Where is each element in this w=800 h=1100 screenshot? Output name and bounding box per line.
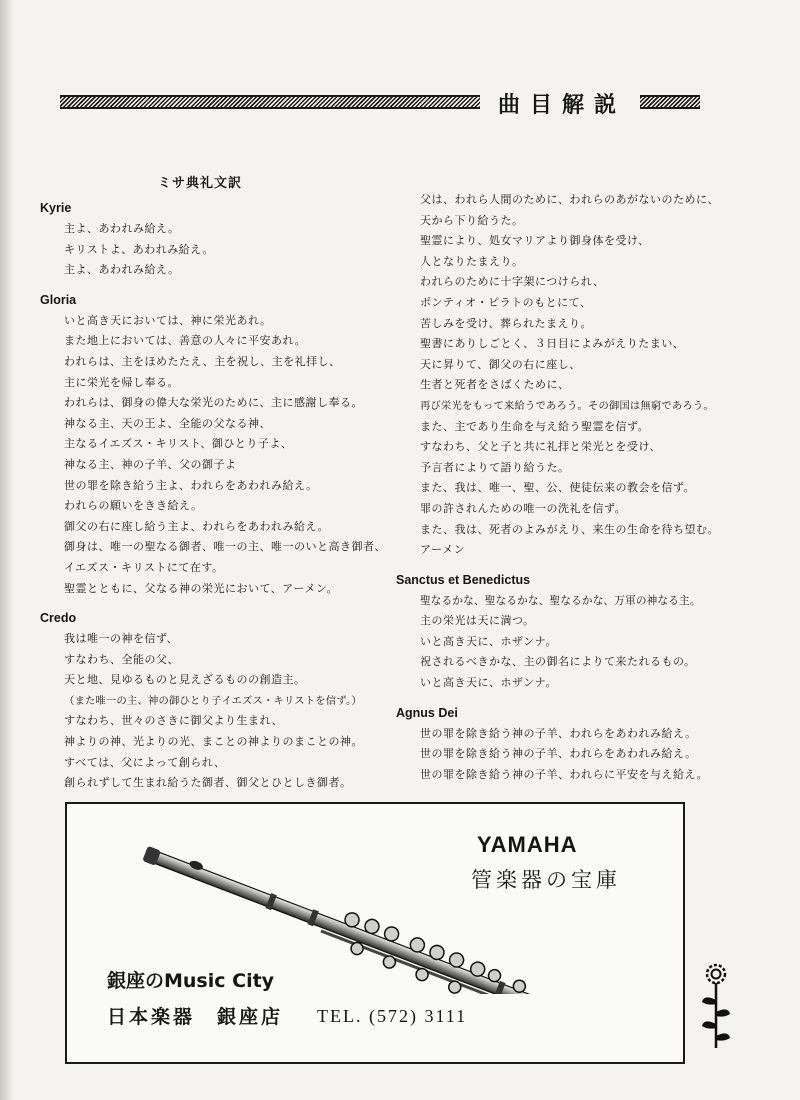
text-line: 人となりたまえり。 — [420, 254, 524, 268]
flower-icon — [698, 960, 734, 1050]
text-line: 祝されるべきかな、主の御名によりて来たれるもの。 — [420, 655, 696, 669]
text-line: 世の罪を除き給う神の子羊、われらに平安を与え給え。 — [420, 767, 709, 781]
text-line: 生者と死者をさばくために、 — [420, 378, 570, 392]
text-line: また、主であり生命を与え給う聖霊を信ず。 — [420, 419, 650, 433]
text-line: イエズス・キリストにて在す。 — [64, 560, 224, 574]
page-edge-shadow — [0, 0, 14, 1100]
page-title: 曲目解説 — [497, 93, 626, 118]
text-line: 御父の右に座し給う主よ、われらをあわれみ給え。 — [64, 519, 330, 533]
text-line: 天と地、見ゆるものと見えざるものの創造主。 — [64, 673, 306, 687]
text-line: アーメン — [420, 543, 466, 557]
text-line: 天から下り給うた。 — [420, 213, 524, 227]
ad-store-name: 日本楽器 銀座店 — [107, 1006, 284, 1028]
text-line: （また唯一の主、神の御ひとり子イエズス・キリストを信ず。） — [64, 694, 362, 707]
header-rule-right — [640, 95, 700, 109]
text-line: また、我は、唯一、聖、公、使徒伝来の教会を信ず。 — [420, 481, 696, 495]
header-rule-left — [60, 95, 480, 109]
text-line: 世の罪を除き給う神の子羊、われらをあわれみ給え。 — [420, 747, 697, 761]
text-line: 再び栄光をもって来給うであろう。その御国は無窮であろう。 — [420, 399, 714, 412]
text-line: いと高き天においては、神に栄光あれ。 — [64, 313, 272, 327]
text-line: 神なる主、天の王よ、全能の父なる神、 — [64, 416, 271, 430]
yamaha-advertisement — [65, 802, 685, 1064]
text-line: 神よりの神、光よりの光、まことの神よりのまことの神。 — [64, 735, 363, 749]
text-line: 天に昇りて、御父の右に座し、 — [420, 357, 581, 371]
mass-translation-subtitle: ミサ典礼文訳 — [157, 176, 242, 191]
text-line: すなわち、全能の父、 — [64, 652, 179, 666]
text-line: 聖霊とともに、父なる神の栄光において、アーメン。 — [64, 581, 339, 595]
section-header — [60, 90, 700, 118]
text-line: すなわち、父と子と共に礼拝と栄光とを受け、 — [420, 440, 662, 454]
text-line: ポンティオ・ピラトのもとにて、 — [420, 295, 592, 309]
credo-heading: Credo — [40, 611, 77, 626]
text-line: 聖霊により、処女マリアより御身体を受け、 — [420, 234, 650, 248]
right-column — [396, 190, 719, 785]
left-column — [40, 172, 386, 794]
text-line: 父は、われら人間のために、われらのあがないのために、 — [420, 193, 719, 206]
text-line: 罪の許されんための唯一の洗礼を信ず。 — [420, 501, 627, 515]
text-line: 我は唯一の神を信ず、 — [64, 632, 179, 646]
text-line: 予言者によりて語り給うた。 — [420, 460, 570, 474]
text-line: 御身は、唯一の聖なる御者、唯一の主、唯一のいと高き御者、 — [64, 540, 386, 554]
text-line: 世の罪を除き給う神の子羊、われらをあわれみ給え。 — [420, 726, 697, 740]
text-line: いと高き天に、ホザンナ。 — [420, 634, 558, 648]
agnus-dei-heading: Agnus Dei — [396, 705, 458, 720]
kyrie-heading: Kyrie — [40, 201, 72, 215]
text-line: 神なる主、神の子羊、父の御子よ — [64, 457, 237, 471]
text-line: 苦しみを受け、葬られたまえり。 — [420, 316, 593, 330]
text-line: 主よ、あわれみ給え。 — [64, 263, 180, 277]
ad-tagline: 管楽器の宝庫 — [471, 868, 621, 892]
text-line: 主に栄光を帰し奉る。 — [64, 375, 179, 389]
text-line: われらの願いをきき給え。 — [64, 499, 203, 513]
ad-music-city: 銀座のMusic City — [107, 970, 275, 992]
gloria-heading: Gloria — [40, 292, 77, 307]
text-line: 聖書にありしごとく、３日目によみがえりたまい、 — [420, 337, 685, 351]
text-line: すべては、父によって創られ、 — [64, 755, 226, 769]
text-line: われらは、御身の偉大な栄光のために、主に感謝し奉る。 — [64, 396, 363, 410]
text-line: また地上においては、善意の人々に平安あれ。 — [64, 334, 307, 348]
text-line: 創られずして生まれ給うた御者、御父とひとしき御者。 — [64, 776, 352, 790]
text-line: われらは、主をほめたたえ、主を祝し、主を礼拝し、 — [64, 354, 341, 368]
text-line: 世の罪を除き給う主よ、われらをあわれみ給え。 — [64, 478, 318, 492]
text-line: 主なるイエズス・キリスト、御ひとり子よ、 — [64, 437, 293, 451]
text-line: すなわち、世々のさきに御父より生まれ、 — [64, 714, 284, 728]
text-line: いと高き天に、ホザンナ。 — [420, 676, 558, 690]
text-line: キリストよ、あわれみ給え。 — [64, 242, 214, 256]
yamaha-brand: YAMAHA — [477, 832, 578, 857]
text-line: また、我は、死者のよみがえり、来生の生命を待ち望む。 — [420, 522, 719, 536]
text-line: 主の栄光は天に満つ。 — [420, 614, 535, 628]
text-line: 聖なるかな、聖なるかな、聖なるかな、万軍の神なる主。 — [420, 594, 701, 607]
text-line: われらのために十字架につけられ、 — [420, 275, 605, 289]
text-line: 主よ、あわれみ給え。 — [64, 222, 180, 235]
sanctus-heading: Sanctus et Benedictus — [396, 572, 531, 587]
ad-phone: TEL. (572) 3111 — [317, 1006, 468, 1026]
